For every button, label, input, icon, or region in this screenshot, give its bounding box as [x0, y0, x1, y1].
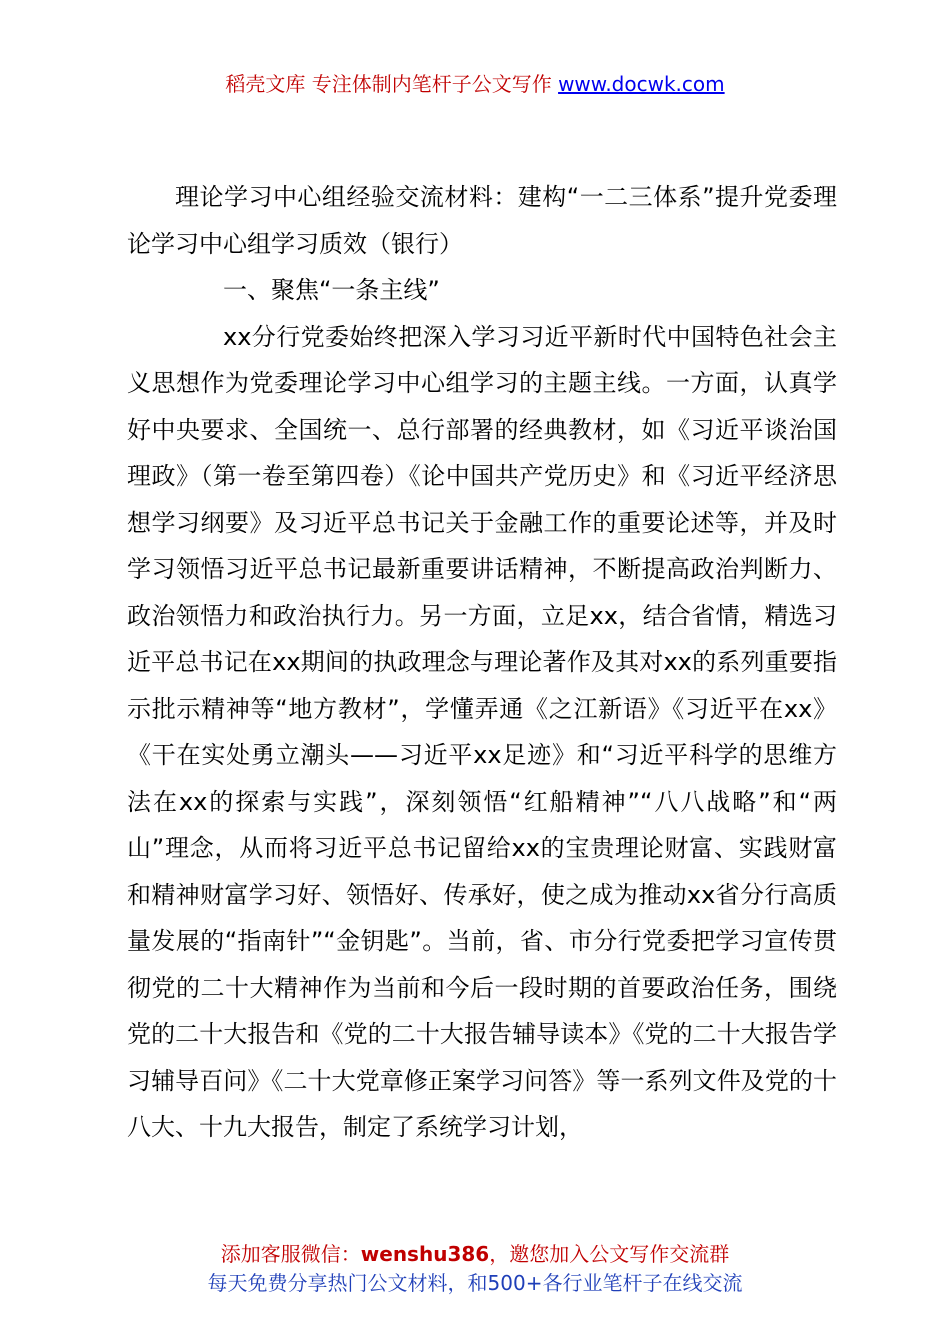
page-footer: [0, 1240, 950, 1298]
paragraph-1: xx分行党委始终把深入学习习近平新时代中国特色社会主义思想作为党委理论学习中心组学习的主题主线。一方面，认真学好中央要求、全国统一、总行部署的经典教材，如《习近平谈治国理政》（第一卷至第四卷）《论中国共产党历史》和《习近平经济思想学习纲要》及习近平总书记关于金融工作的重要论述等，并及时学习领悟习近平总书记最新重要讲话精神，不断提高政治判断力、政治领悟力和政治执行力。另一方面，立足xx，结合省情，精选习近平总书记在xx期间的执政理念与理论著作及其对xx的系列重要指示批示精神等“地方教材”，学懂弄通《之江新语》《习近平在xx》《干在实处勇立潮头——习近平xx足迹》和“习近平科学的思维方法在xx的探索与实践”，深刻领悟“红船精神”“八八战略”和“两山”理念，从而将习近平总书记留给xx的宝贵理论财富、实践财富和精神财富学习好、领悟好、传承好，使之成为推动xx省分行高质量发展的“指南针”“金钥匙”。当前，省、市分行党委把学习宣传贯彻党的二十大精神作为当前和今后一段时期的首要政治任务，围绕党的二十大报告和《党的二十大报告辅导读本》《党的二十大报告学习辅导百问》《二十大党章修正案学习问答》等一系列文件及党的十八大、十九大报告，制定了系统学习计划，: [127, 322, 837, 1141]
footer-wechat-id: wenshu386: [360, 1242, 490, 1266]
footer-line-1: [0, 1240, 950, 1269]
footer-prefix: 添加客服微信：: [220, 1242, 361, 1266]
section-heading-1: 一、聚焦“一条主线”: [223, 276, 440, 304]
header-url-link[interactable]: www.docwk.com: [558, 72, 725, 96]
footer-line-2: 每天免费分享热门公文材料，和500+各行业笔杆子在线交流: [207, 1271, 743, 1295]
page-header: [0, 70, 950, 98]
header-brand: 稻壳文库 专注体制内笔杆子公文写作: [225, 72, 552, 96]
footer-suffix: ，邀您加入公文写作交流群: [489, 1242, 730, 1266]
document-body: [127, 174, 837, 1151]
document-title: 理论学习中心组经验交流材料：建构“一二三体系”提升党委理论学习中心组学习质效（银行）: [127, 183, 837, 258]
